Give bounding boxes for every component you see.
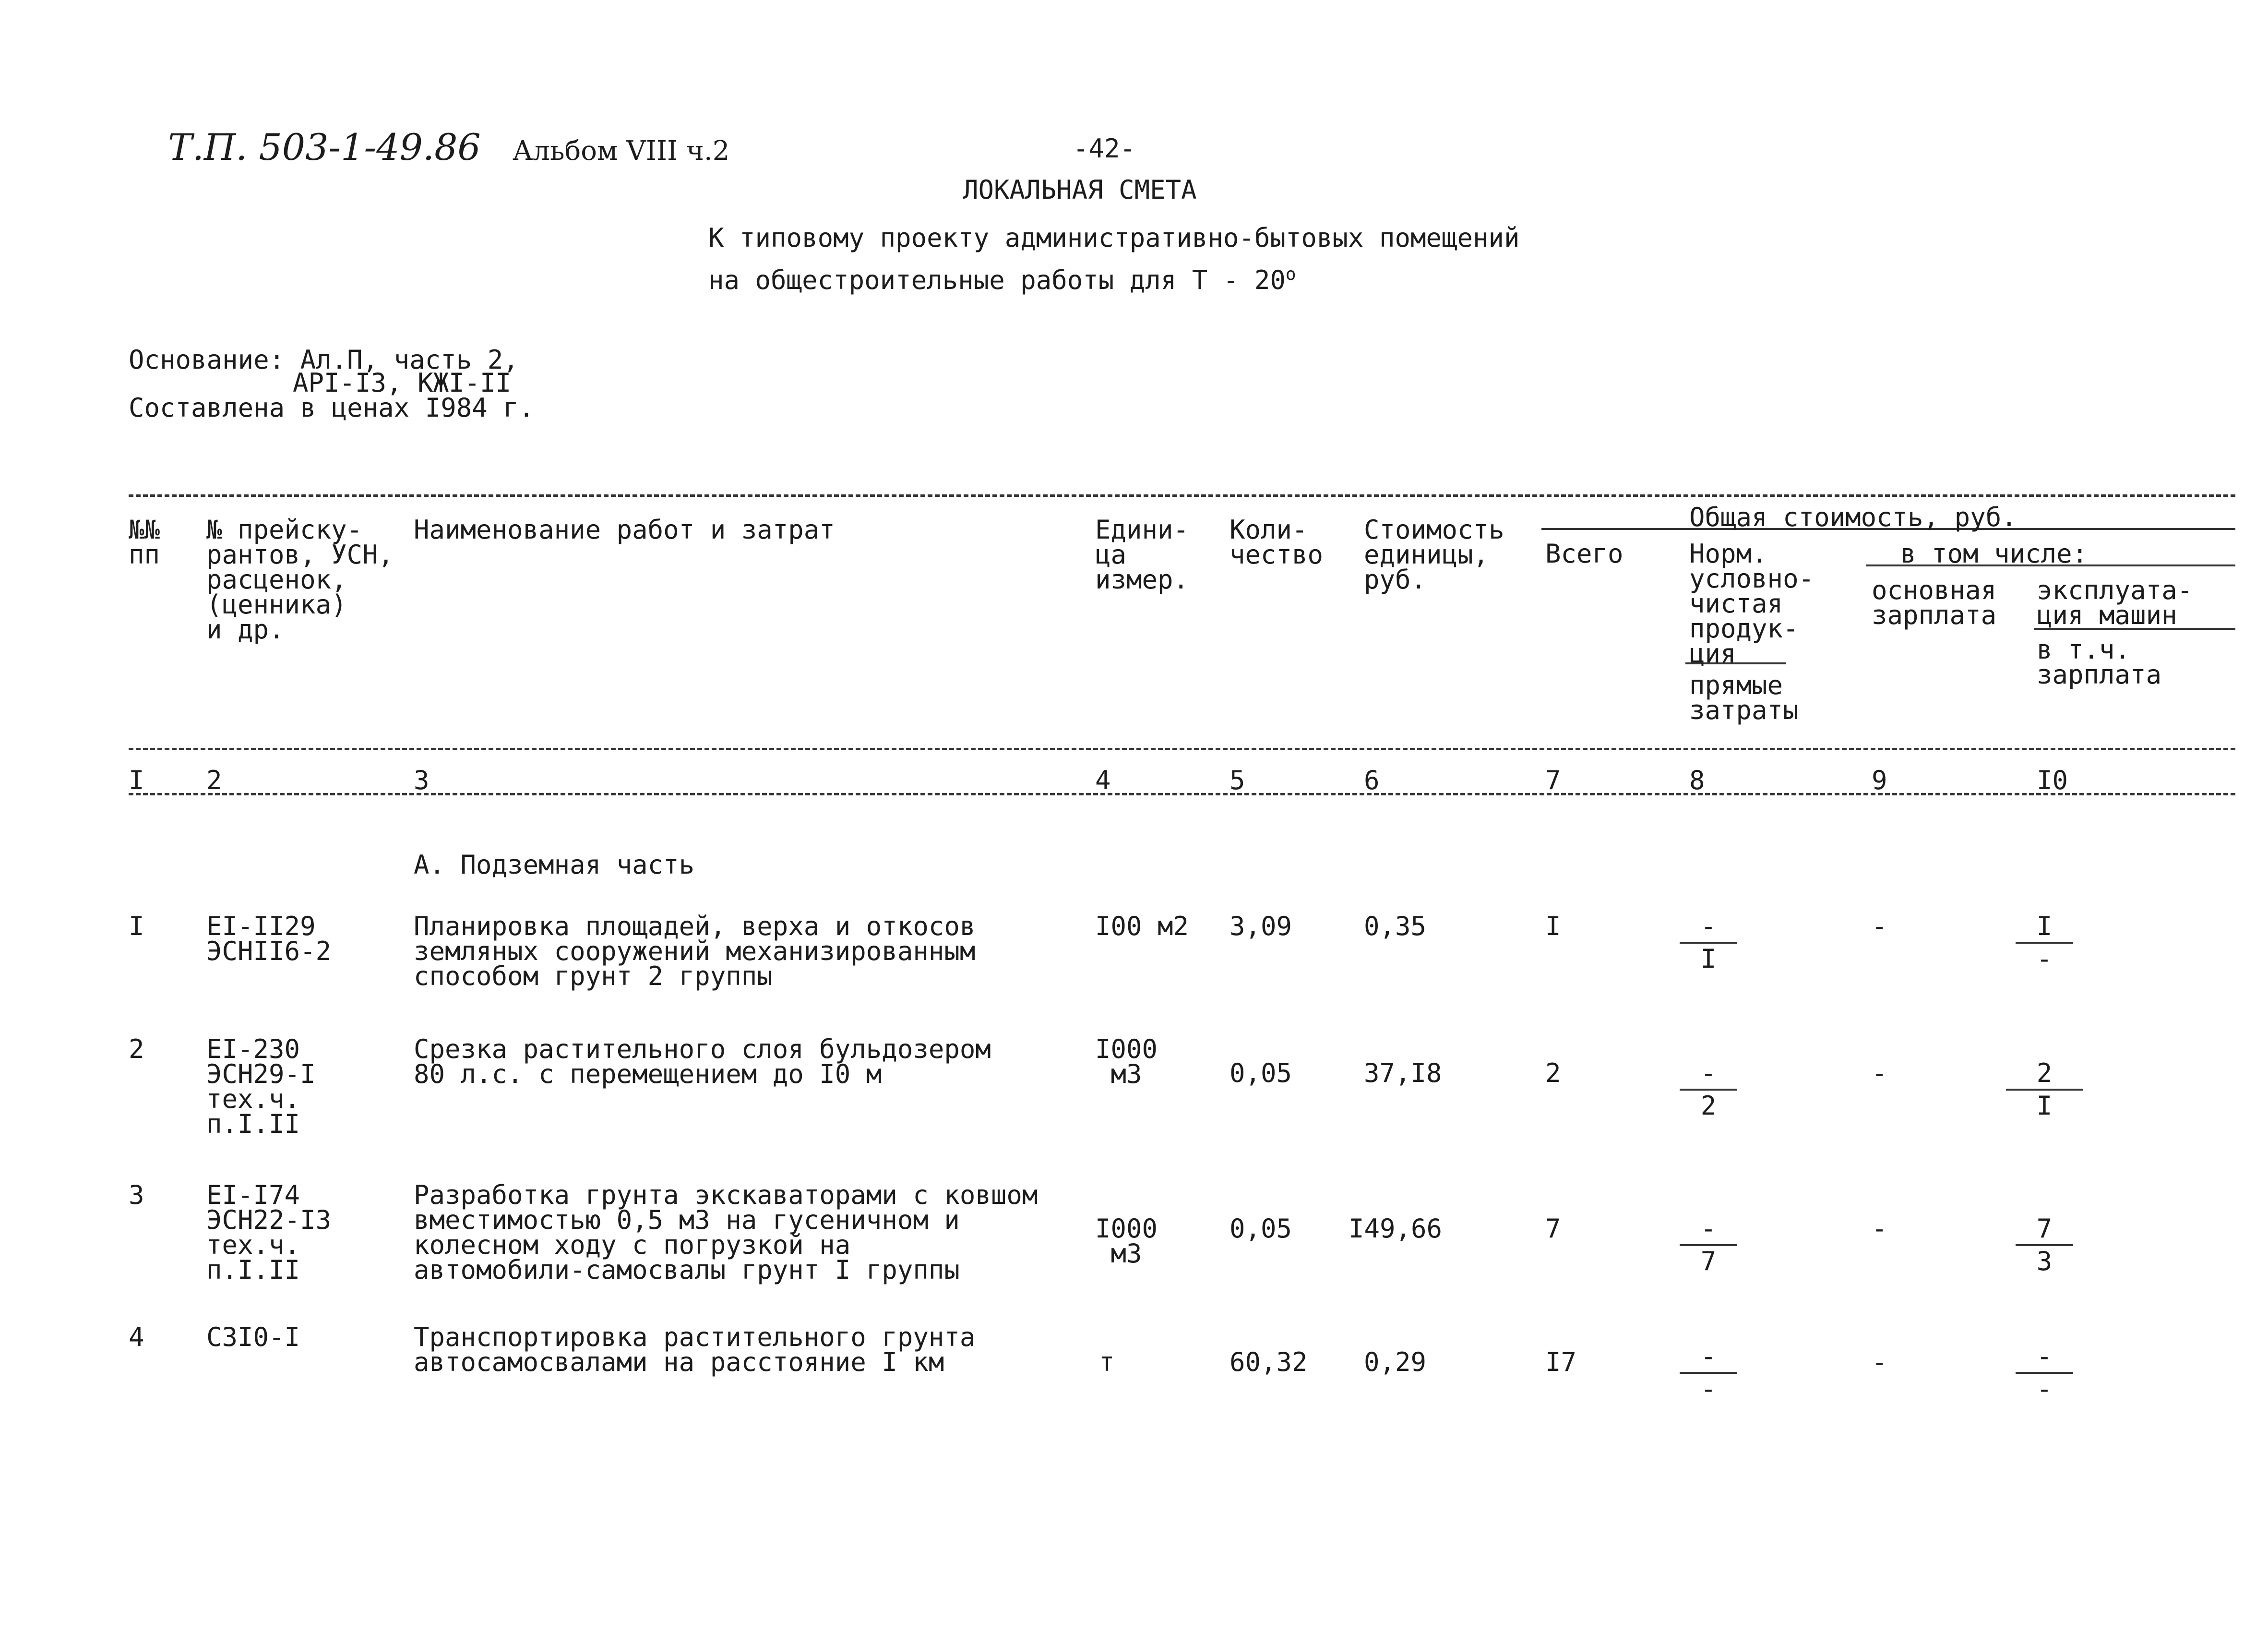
row-work-name: Транспортировка растительного грунта автосамосвалами на расстояние I км [414,1322,976,1377]
row-norm-fraction: - I [1680,914,1737,972]
row-unit: т [1099,1347,1115,1377]
row-qty: 0,05 [1229,1213,1292,1244]
row-unit-cost: 37,I8 [1364,1058,1442,1088]
page-number: -42- [1073,133,1136,164]
header-bottom-rule [129,748,2235,750]
col-number: 5 [1229,765,1245,795]
col-number: 3 [414,765,430,795]
col-number: 2 [206,765,222,795]
basis-line-3: Составлена в ценах I984 г. [129,393,535,423]
col-header-price-ref: № прейску- рантов, УСН, расценок, (ценника) и др. [206,515,394,645]
row-qty: 60,32 [1229,1347,1308,1377]
row-norm-fraction: - 7 [1680,1216,1737,1274]
row-work-name: Разработка грунта экскаваторами с ковшом вместимостью 0,5 м3 на гусеничном и колесном ходу с погрузкой на автомобили-самосвалы грунт I группы [414,1180,1038,1285]
col-header-num: №№ пп [129,515,160,570]
basis-line-1: Основание: Ал.П, часть 2, [129,345,519,375]
row-unit: I000 м3 [1095,1213,1158,1269]
album-label: Альбом VIII ч.2 [513,135,730,167]
row-price-ref: ЕI-230 ЭСН29-I тех.ч. п.I.II [206,1034,316,1139]
col-header-name: Наименование работ и затрат [414,515,835,545]
col-header-unit: Едини- ца измер. [1095,515,1189,595]
row-total: I7 [1545,1347,1577,1377]
row-salary: - [1872,1213,1887,1244]
row-norm-fraction: - - [1680,1344,1737,1402]
col-header-incl: в том числе: [1900,539,2088,569]
row-machines-fraction: I - [2016,914,2073,972]
row-total: 7 [1545,1213,1561,1244]
subtitle-line-2: на общестроительные работы для Т - $20^о$ [708,264,1296,295]
degree-mark: о [1285,264,1296,284]
column-number-rule [129,793,2235,795]
basis-line-2: АРI-I3, КЖI-II [293,368,512,398]
row-unit-cost: 0,29 [1364,1347,1427,1377]
col-header-direct: прямые затраты [1689,670,1799,725]
row-num: 4 [129,1322,144,1352]
row-total: 2 [1545,1058,1561,1088]
row-unit: I000 м3 [1095,1034,1158,1089]
col-number: I [129,765,144,795]
col-number: I0 [2037,765,2068,795]
document-code: Т.П. 503-1-49.86 [168,126,481,168]
row-unit-cost: I49,66 [1349,1213,1443,1244]
subtitle-line-1: К типовому проекту административно-бытовых помещений [708,223,1520,253]
col-number: 9 [1872,765,1887,795]
row-machines-fraction: - - [2016,1344,2073,1402]
col-header-total: Всего [1545,539,1623,569]
row-machines-fraction: 7 3 [2016,1216,2073,1274]
col-header-qty: Коли- чество [1229,515,1324,570]
row-total: I [1545,911,1561,941]
col-number: 6 [1364,765,1380,795]
row-qty: 0,05 [1229,1058,1292,1088]
row-work-name: Срезка растительного слоя бульдозером 80 л.с. с перемещением до I0 м [414,1034,991,1089]
row-norm-fraction: - 2 [1680,1061,1737,1118]
section-title: А. Подземная часть [414,850,695,880]
row-price-ref: ЕI-I74 ЭСН22-I3 тех.ч. п.I.II [206,1180,332,1285]
row-num: I [129,911,144,941]
row-qty: 3,09 [1229,911,1292,941]
col-header-total-group: Общая стоимость, руб. [1689,502,2017,532]
col-header-machines-salary: в т.ч. зарплата [2037,635,2162,690]
page-title: ЛОКАЛЬНАЯ СМЕТА [963,175,1197,205]
col-number: 8 [1689,765,1705,795]
row-unit: I00 м2 [1095,911,1189,941]
row-num: 3 [129,1180,144,1210]
col-header-unit-cost: Стоимость единицы, руб. [1364,515,1504,595]
table-top-rule [129,494,2235,497]
row-salary: - [1872,911,1887,941]
row-machines-fraction: 2 I [2006,1061,2083,1118]
row-salary: - [1872,1058,1887,1088]
col-number: 4 [1095,765,1111,795]
row-unit-cost: 0,35 [1364,911,1427,941]
row-work-name: Планировка площадей, верха и откосов земляных сооружений механизированным способом грунт 2 группы [414,911,976,991]
col-header-norm: Норм. условно- чистая продук- ция [1689,539,1814,669]
row-salary: - [1872,1347,1887,1377]
col-number: 7 [1545,765,1561,795]
row-price-ref: С3I0-I [206,1322,300,1352]
row-price-ref: ЕI-II29 ЭСНII6-2 [206,911,332,966]
col-header-salary: основная зарплата [1872,575,1997,630]
row-num: 2 [129,1034,144,1064]
col-header-machines: эксплуата- ция машин [2037,575,2193,630]
